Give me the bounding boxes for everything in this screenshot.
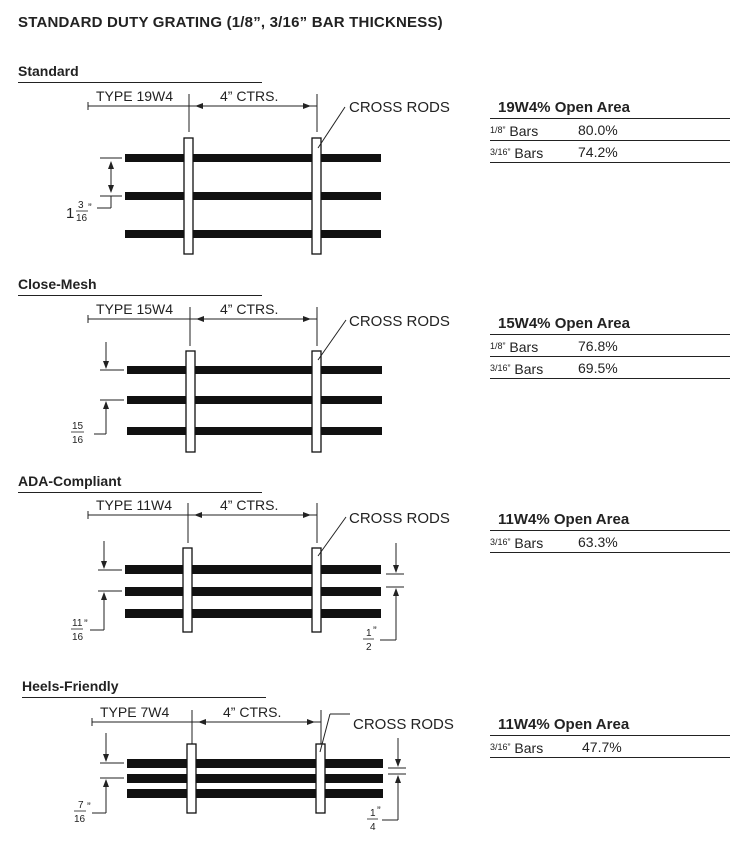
bar-spacing-whole: 1 xyxy=(66,205,75,222)
bar-thickness: 1/8” xyxy=(490,341,506,351)
type-label: TYPE 11W4 xyxy=(96,497,172,513)
bar-width-num: 1 xyxy=(370,808,376,819)
section-heading: Close-Mesh xyxy=(18,276,97,292)
open-area-percent: 69.5% xyxy=(578,360,618,376)
bearing-bar xyxy=(127,774,383,783)
bar-spacing-num: 7 xyxy=(78,800,84,811)
cross-rods-label: CROSS RODS xyxy=(349,510,450,527)
centers-label: 4” CTRS. xyxy=(220,497,279,513)
section-heading: ADA-Compliant xyxy=(18,473,122,489)
open-area-row xyxy=(490,736,730,758)
bar-spacing-num: 15 xyxy=(72,421,84,432)
type-label: TYPE 7W4 xyxy=(100,704,170,720)
arrow-head xyxy=(103,754,109,762)
open-area-percent: 80.0% xyxy=(578,122,618,138)
bars-word: Bars xyxy=(514,740,544,756)
open-area-title: 11W4% Open Area xyxy=(490,509,730,531)
bars-word: Bars xyxy=(514,145,544,161)
bar-spacing-inch: ” xyxy=(84,618,88,630)
open-area-title: 15W4% Open Area xyxy=(490,313,730,335)
bar-spacing-den: 16 xyxy=(76,213,88,224)
bars-word: Bars xyxy=(514,535,544,551)
bars-word: Bars xyxy=(509,123,539,139)
bar-width-den: 2 xyxy=(366,642,372,653)
bar-spacing-num: 3 xyxy=(78,200,84,211)
arrow-head xyxy=(395,759,401,767)
arrow-head xyxy=(307,719,315,725)
bar-spacing-inch: ” xyxy=(88,202,92,214)
cross-rod xyxy=(187,744,196,813)
section-heading: Heels-Friendly xyxy=(22,678,119,694)
arrow-head xyxy=(198,719,206,725)
bar-thickness: 1/8” xyxy=(490,125,506,135)
open-area-title: 11W4% Open Area xyxy=(490,714,730,736)
bars-word: Bars xyxy=(509,339,539,355)
type-label: TYPE 19W4 xyxy=(96,88,174,104)
bar-width-den: 4 xyxy=(370,822,376,833)
bearing-bar xyxy=(127,789,383,798)
bar-spacing-den: 16 xyxy=(72,632,84,643)
bar-spacing-den: 16 xyxy=(72,435,84,446)
bar-thickness: 3/16” xyxy=(490,537,511,547)
centers-label: 4” CTRS. xyxy=(220,88,279,104)
bearing-bar xyxy=(127,759,383,768)
open-area-table xyxy=(490,714,730,758)
bar-spacing-den: 16 xyxy=(74,814,86,825)
section-heading: Standard xyxy=(18,63,79,79)
arrow-head xyxy=(395,775,401,783)
cross-rods-label: CROSS RODS xyxy=(349,99,450,116)
bar-spacing-num: 11 xyxy=(72,618,83,629)
bars-word: Bars xyxy=(514,361,544,377)
open-area-percent: 47.7% xyxy=(582,739,622,755)
bar-thickness: 3/16” xyxy=(490,147,511,157)
bar-width-inch: ” xyxy=(373,625,377,637)
bar-thickness: 3/16” xyxy=(490,363,511,373)
bar-width-num: 1 xyxy=(366,628,372,639)
page-title: STANDARD DUTY GRATING (1/8”, 3/16” BAR THICKNESS) xyxy=(18,14,443,31)
bar-spacing-inch: ” xyxy=(87,801,91,813)
arrow-head xyxy=(103,779,109,787)
open-area-title: 19W4% Open Area xyxy=(490,97,730,119)
centers-label: 4” CTRS. xyxy=(220,301,279,317)
type-label: TYPE 15W4 xyxy=(96,301,174,317)
cross-rod xyxy=(316,744,325,813)
open-area-percent: 63.3% xyxy=(578,534,618,550)
centers-label: 4” CTRS. xyxy=(223,704,282,720)
bar-width-inch: ” xyxy=(377,805,381,817)
open-area-percent: 76.8% xyxy=(578,338,618,354)
cross-rods-label: CROSS RODS xyxy=(353,716,454,733)
open-area-percent: 74.2% xyxy=(578,144,618,160)
bar-thickness: 3/16” xyxy=(490,742,511,752)
cross-rods-label: CROSS RODS xyxy=(349,313,450,330)
